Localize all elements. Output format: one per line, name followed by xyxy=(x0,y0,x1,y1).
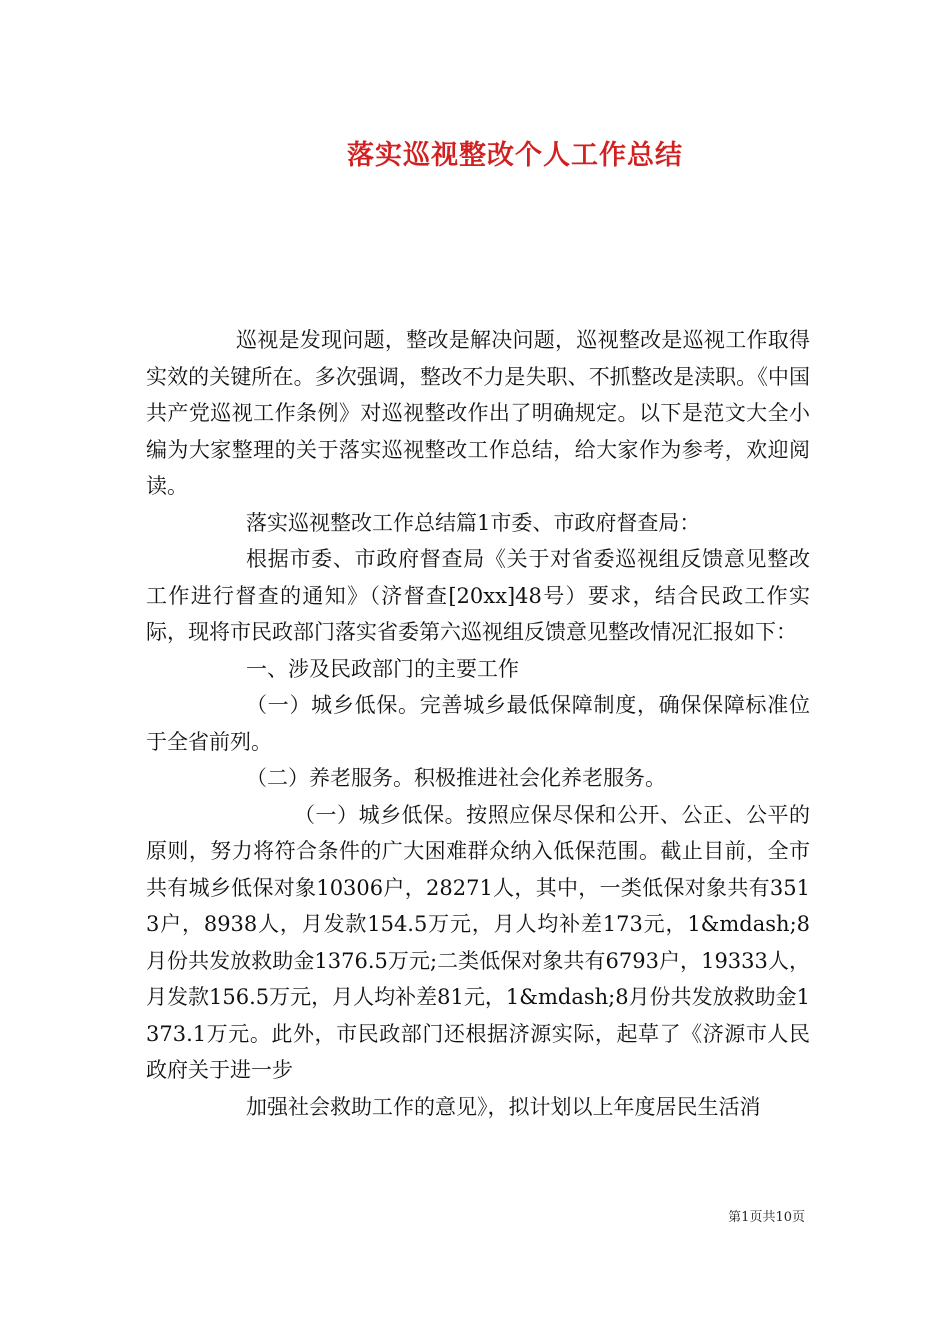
item-elderly-services: （二）养老服务。积极推进社会化养老服务。 xyxy=(246,766,666,790)
item-urban-rural-subsistence: （一）城乡低保。完善城乡最低保障制度，确保保障标准位于全省前列。 xyxy=(146,693,810,754)
document-body xyxy=(146,322,810,1125)
continuation-paragraph: 加强社会救助工作的意见》，拟计划以上年度居民生活消 xyxy=(246,1094,761,1119)
heading-main-work: 一、涉及民政部门的主要工作 xyxy=(246,656,519,681)
subsistence-detail-paragraph: （一）城乡低保。按照应保尽保和公开、公正、公平的原则，努力将符合条件的广大困难群众纳入低保范围。截止目前，全市共有城乡低保对象10306户，28271人，其中，一类低保对象共有3513户，8938人，月发款154.5万元，月人均补差173元，1&mdash;8月份共发放救助金1376.5万元;二类低保对象共有6793户，19333人，月发款156.5万元，月人均补差81元，1&mdash;8月份共发放救助金1373.1万元。此外，市民政部门还根据济源实际，起草了《济源市人民政府关于进一步 xyxy=(146,802,810,1082)
document-title: 落实巡视整改个人工作总结 xyxy=(347,140,683,171)
section-heading-paragraph: 落实巡视整改工作总结篇1市委、市政府督查局： xyxy=(246,510,701,535)
report-paragraph: 根据市委、市政府督查局《关于对省委巡视组反馈意见整改工作进行督查的通知》（济督查[20xx]48号）要求，结合民政工作实际，现将市民政部门落实省委第六巡视组反馈意见整改情况汇报如下： xyxy=(146,547,810,644)
intro-paragraph: 巡视是发现问题，整改是解决问题，巡视整改是巡视工作取得实效的关键所在。多次强调，整改不力是失职、不抓整改是渎职。《中国共产党巡视工作条例》对巡视整改作出了明确规定。以下是范文大全小编为大家整理的关于落实巡视整改工作总结，给大家作为参考，欢迎阅读。 xyxy=(146,328,810,498)
page-number-footer: 第1页共10页 xyxy=(728,1210,805,1225)
